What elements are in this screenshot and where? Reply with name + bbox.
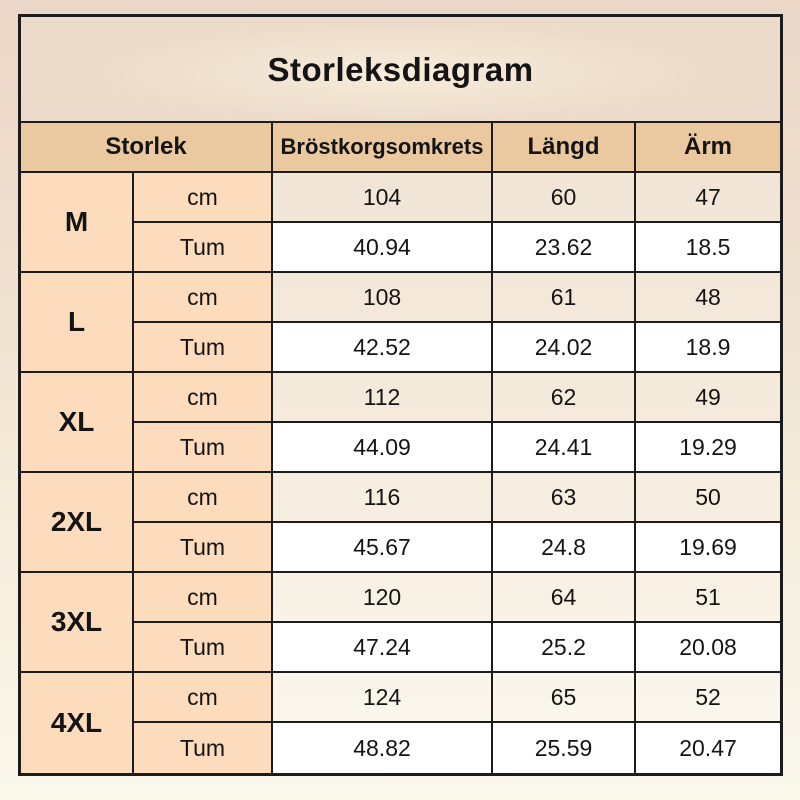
value-cell-chest-cm: 116	[273, 473, 493, 523]
unit-cell-cm: cm	[134, 373, 273, 423]
value-cell-arm-cm: 52	[636, 673, 780, 723]
value-cell-arm-cm: 50	[636, 473, 780, 523]
size-cell-4xl: 4XL	[21, 673, 134, 773]
value-cell-chest-tum: 45.67	[273, 523, 493, 573]
unit-cell-cm: cm	[134, 573, 273, 623]
unit-cell-tum: Tum	[134, 623, 273, 673]
value-cell-length-tum: 23.62	[493, 223, 636, 273]
value-cell-chest-tum: 42.52	[273, 323, 493, 373]
value-cell-length-cm: 62	[493, 373, 636, 423]
value-cell-arm-tum: 18.5	[636, 223, 780, 273]
value-cell-length-cm: 65	[493, 673, 636, 723]
value-cell-length-cm: 60	[493, 173, 636, 223]
unit-cell-tum: Tum	[134, 723, 273, 773]
size-cell-l: L	[21, 273, 134, 373]
value-cell-chest-tum: 48.82	[273, 723, 493, 773]
value-cell-arm-cm: 48	[636, 273, 780, 323]
header-arm: Ärm	[636, 123, 780, 173]
value-cell-length-cm: 63	[493, 473, 636, 523]
value-cell-chest-cm: 112	[273, 373, 493, 423]
size-cell-m: M	[21, 173, 134, 273]
unit-cell-tum: Tum	[134, 223, 273, 273]
unit-cell-cm: cm	[134, 673, 273, 723]
value-cell-chest-tum: 44.09	[273, 423, 493, 473]
value-cell-arm-tum: 20.08	[636, 623, 780, 673]
unit-cell-tum: Tum	[134, 423, 273, 473]
unit-cell-cm: cm	[134, 273, 273, 323]
unit-cell-tum: Tum	[134, 323, 273, 373]
value-cell-length-tum: 24.41	[493, 423, 636, 473]
size-cell-xl: XL	[21, 373, 134, 473]
value-cell-arm-cm: 47	[636, 173, 780, 223]
value-cell-chest-tum: 40.94	[273, 223, 493, 273]
value-cell-arm-tum: 19.69	[636, 523, 780, 573]
header-size: Storlek	[21, 123, 273, 173]
value-cell-arm-tum: 20.47	[636, 723, 780, 773]
value-cell-length-tum: 24.02	[493, 323, 636, 373]
value-cell-chest-tum: 47.24	[273, 623, 493, 673]
size-cell-3xl: 3XL	[21, 573, 134, 673]
value-cell-length-cm: 61	[493, 273, 636, 323]
value-cell-chest-cm: 108	[273, 273, 493, 323]
value-cell-length-cm: 64	[493, 573, 636, 623]
header-chest: Bröstkorgsomkrets	[273, 123, 493, 173]
value-cell-length-tum: 25.59	[493, 723, 636, 773]
chart-title: Storleksdiagram	[21, 17, 780, 123]
value-cell-arm-tum: 18.9	[636, 323, 780, 373]
value-cell-arm-tum: 19.29	[636, 423, 780, 473]
value-cell-arm-cm: 51	[636, 573, 780, 623]
value-cell-length-tum: 25.2	[493, 623, 636, 673]
unit-cell-tum: Tum	[134, 523, 273, 573]
size-cell-2xl: 2XL	[21, 473, 134, 573]
value-cell-chest-cm: 124	[273, 673, 493, 723]
value-cell-length-tum: 24.8	[493, 523, 636, 573]
value-cell-chest-cm: 104	[273, 173, 493, 223]
value-cell-chest-cm: 120	[273, 573, 493, 623]
value-cell-arm-cm: 49	[636, 373, 780, 423]
header-length: Längd	[493, 123, 636, 173]
unit-cell-cm: cm	[134, 173, 273, 223]
unit-cell-cm: cm	[134, 473, 273, 523]
size-chart-table	[18, 14, 783, 776]
